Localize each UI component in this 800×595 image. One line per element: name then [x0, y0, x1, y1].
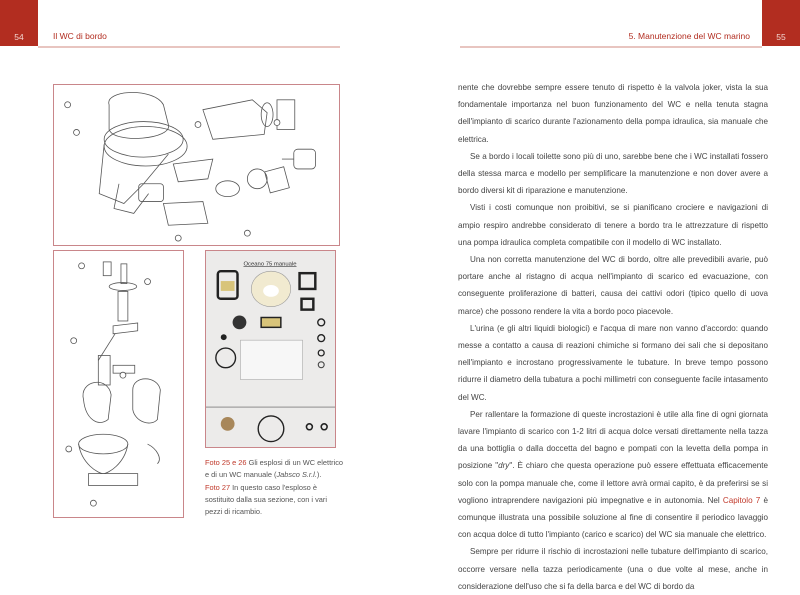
page-number-tab [762, 0, 800, 46]
flange-part [300, 273, 316, 289]
caption-label-foto-27: Foto 27 [205, 482, 231, 492]
page-number: 54 [14, 32, 24, 42]
paragraph-text: è comunque illustrata una possibile soluzione al fine di consentire il periodico lavaggio con acqua dolce di tutto l'impianto (carico e scarico) del WC sia manuale che elettrico. [458, 495, 768, 540]
pump-handle [103, 262, 111, 276]
caption-source: Jabsco S.r.l. [276, 470, 317, 480]
figure-foto-25 [53, 84, 340, 246]
discharge-elbow [148, 444, 160, 464]
bronze-ring [221, 417, 235, 431]
electric-wc-exploded-diagram [54, 85, 339, 245]
o-ring [247, 169, 267, 189]
pump-cylinder [118, 291, 128, 321]
large-o-ring [216, 348, 236, 368]
toilet-seat [83, 382, 111, 422]
paragraph: Sempre per ridurre il rischio di incrostazioni nelle tubature dell'impianto di scarico, occorre versare nella tazza periodicamente (una o due volte al mese, anche in considerazione dell'uso che si fa della barca e del WC di bordo da [458, 547, 768, 591]
figure-foto-27 [205, 250, 336, 448]
motor [294, 149, 316, 169]
paragraph-text: ". È chiaro che questa operazione può essere effettuata efficacemente solo con la pompa manuale che, come il lettore avrà ormai capito, è da preferirsi se si vogliono intraprendere navigazioni più impegnative e in autonomia. Nel [458, 461, 768, 505]
chapter-7-link[interactable]: Capitolo 7 [722, 495, 761, 505]
page-number-tab [0, 0, 38, 46]
manual-wc-exploded-diagram [54, 251, 183, 517]
page-number: 55 [776, 32, 786, 42]
rubber-plug [233, 316, 247, 330]
paragraph-text: Per rallentare la formazione di queste incrostazioni è utile alla fine di ogni giornata lavare l'impianto di scarico con 1-2 litri di acqua dolce versati direttamente nella tazza da una bottiglia o dalla doccetta del bagno e pompati con la levetta della pompa in posizione " [458, 409, 768, 471]
figure-foto-26 [53, 250, 184, 518]
caption-text-2: In questo caso l'esploso è sostituito dalla sua sezione, con i vari pezzi di ricambio. [205, 482, 328, 517]
pump-motor [203, 100, 267, 140]
paragraph: Una non corretta manutenzione del WC di bordo, oltre alle prevedibili avarie, può portare anche al ristagno di acqua nell'impianto di scarico ed evacuazione, con conseguente proliferazione di batteri, causa dei cattivi odori (tipico quello di uova marce) che possono rendere la vita a bordo poco piacevole. [458, 255, 768, 316]
paragraph [458, 406, 768, 544]
wc-base [99, 144, 168, 203]
base-plate [88, 474, 137, 486]
caption-text-1-end: ). [316, 470, 322, 480]
section-drawing [240, 340, 302, 379]
header-rule [38, 46, 340, 48]
pump-body [98, 355, 110, 385]
caption-label-foto-25-26: Foto 25 e 26 [205, 458, 247, 467]
left-page [0, 0, 400, 575]
macerator-cover [173, 159, 213, 182]
paragraph: nente che dovrebbe sempre essere tenuto di rispetto è la valvola joker, vista la sua fondamentale importanza nel buon funzionamento del WC e nella tenuta stagna dell'impianto di scarico durante l'azionamento della pompa idraulica, sia manuale che elettrica. [458, 83, 768, 144]
italic-term: dry [498, 461, 510, 471]
body-text [458, 79, 768, 595]
toilet-lid [133, 379, 161, 423]
pump-housing [139, 184, 164, 202]
bowl [79, 434, 128, 454]
mounting-plate [277, 100, 295, 130]
spare-parts-board-photo [206, 251, 335, 447]
board-title: Oceano 75 manuale [243, 261, 297, 268]
pump-base [163, 202, 207, 226]
running-head: 5. Manutenzione del WC marino [628, 31, 750, 41]
paragraph: Visti i costi comunque non proibitivi, se si pianificano crociere e navigazioni di ampio respiro andrebbe considerato di tenere a bordo tra le attrezzature di rispetto una pompa idraulica completa compatibile con il modello di WC installato. [458, 203, 768, 247]
caption-text-1: Gli esplosi di un WC elettrico e di un WC manuale ( [205, 458, 344, 480]
header-rule [460, 46, 762, 48]
figure-caption [205, 457, 345, 518]
paragraph: L'urina (e gli altri liquidi biologici) e l'acqua di mare non vanno d'accordo: quando messe a contatto a causa di reazioni chimiche si formano dei sali che si depositano nell'impianto e incrostano progressivamente le tubature. In breve tempo possono ridurre il diametro della tubatura a pochi millimetri con conseguente facile intasamento del WC. [458, 323, 768, 402]
running-head: Il WC di bordo [53, 31, 107, 41]
paragraph: Se a bordo i locali toilette sono più di uno, sarebbe bene che i WC installati fossero della stessa marca e modello per semplificare la manutenzione e non dover avere a bordo diversi kit di riparazione e manutenzione. [458, 151, 768, 196]
